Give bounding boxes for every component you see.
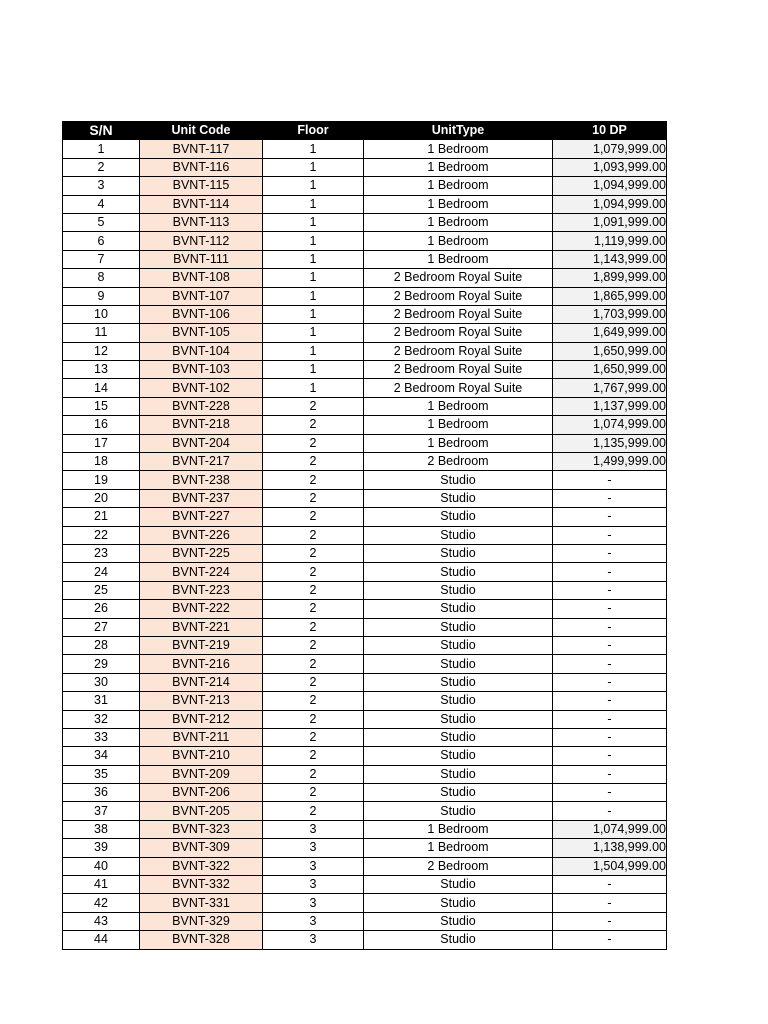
cell-sn: 9 (63, 287, 140, 305)
cell-unit-type: Studio (364, 692, 553, 710)
cell-unit-type: 2 Bedroom Royal Suite (364, 305, 553, 323)
cell-sn: 20 (63, 489, 140, 507)
cell-floor: 2 (263, 618, 364, 636)
cell-floor: 1 (263, 158, 364, 176)
cell-unit-code: BVNT-218 (140, 416, 263, 434)
table-row (63, 195, 667, 213)
cell-unit-type: Studio (364, 876, 553, 894)
cell-price: - (553, 728, 667, 746)
cell-floor: 2 (263, 416, 364, 434)
cell-floor: 2 (263, 489, 364, 507)
cell-sn: 31 (63, 692, 140, 710)
cell-sn: 39 (63, 839, 140, 857)
unit-price-table (62, 121, 667, 950)
cell-price: - (553, 544, 667, 562)
cell-sn: 28 (63, 636, 140, 654)
cell-unit-code: BVNT-238 (140, 471, 263, 489)
cell-price: 1,703,999.00 (553, 305, 667, 323)
cell-unit-type: 2 Bedroom (364, 453, 553, 471)
cell-unit-code: BVNT-228 (140, 397, 263, 415)
table-row (63, 747, 667, 765)
cell-sn: 22 (63, 526, 140, 544)
cell-unit-code: BVNT-209 (140, 765, 263, 783)
cell-unit-type: Studio (364, 673, 553, 691)
cell-price: - (553, 581, 667, 599)
cell-floor: 3 (263, 931, 364, 949)
table-row (63, 692, 667, 710)
cell-unit-code: BVNT-211 (140, 728, 263, 746)
cell-unit-code: BVNT-204 (140, 434, 263, 452)
table-row (63, 361, 667, 379)
cell-floor: 1 (263, 324, 364, 342)
table-row (63, 489, 667, 507)
cell-floor: 2 (263, 471, 364, 489)
cell-floor: 1 (263, 305, 364, 323)
table-row (63, 636, 667, 654)
cell-unit-code: BVNT-117 (140, 140, 263, 158)
cell-sn: 7 (63, 250, 140, 268)
cell-sn: 32 (63, 710, 140, 728)
cell-sn: 43 (63, 912, 140, 930)
cell-unit-code: BVNT-323 (140, 820, 263, 838)
cell-sn: 5 (63, 213, 140, 231)
table-row (63, 232, 667, 250)
cell-unit-type: Studio (364, 894, 553, 912)
table-row (63, 876, 667, 894)
cell-sn: 14 (63, 379, 140, 397)
cell-unit-type: 2 Bedroom (364, 857, 553, 875)
table-row (63, 434, 667, 452)
cell-sn: 1 (63, 140, 140, 158)
cell-unit-type: 2 Bedroom Royal Suite (364, 361, 553, 379)
cell-unit-code: BVNT-219 (140, 636, 263, 654)
cell-unit-code: BVNT-237 (140, 489, 263, 507)
table-row (63, 526, 667, 544)
cell-sn: 33 (63, 728, 140, 746)
cell-unit-type: 2 Bedroom Royal Suite (364, 269, 553, 287)
cell-price: 1,143,999.00 (553, 250, 667, 268)
cell-price: 1,899,999.00 (553, 269, 667, 287)
cell-sn: 13 (63, 361, 140, 379)
cell-floor: 1 (263, 140, 364, 158)
cell-unit-type: 1 Bedroom (364, 434, 553, 452)
cell-unit-type: Studio (364, 544, 553, 562)
cell-price: 1,119,999.00 (553, 232, 667, 250)
table-row (63, 857, 667, 875)
table-row (63, 158, 667, 176)
cell-unit-type: Studio (364, 471, 553, 489)
cell-floor: 1 (263, 213, 364, 231)
cell-sn: 29 (63, 655, 140, 673)
cell-unit-code: BVNT-223 (140, 581, 263, 599)
cell-unit-type: Studio (364, 747, 553, 765)
cell-sn: 19 (63, 471, 140, 489)
table-body (63, 140, 667, 949)
cell-floor: 2 (263, 563, 364, 581)
cell-unit-type: Studio (364, 636, 553, 654)
cell-floor: 1 (263, 177, 364, 195)
cell-sn: 11 (63, 324, 140, 342)
cell-unit-code: BVNT-107 (140, 287, 263, 305)
table-row (63, 287, 667, 305)
cell-floor: 1 (263, 342, 364, 360)
cell-floor: 2 (263, 655, 364, 673)
cell-floor: 1 (263, 287, 364, 305)
table-row (63, 894, 667, 912)
cell-unit-type: Studio (364, 618, 553, 636)
cell-price: 1,504,999.00 (553, 857, 667, 875)
cell-floor: 1 (263, 379, 364, 397)
cell-floor: 2 (263, 784, 364, 802)
cell-unit-code: BVNT-225 (140, 544, 263, 562)
cell-price: - (553, 526, 667, 544)
table-row (63, 471, 667, 489)
cell-sn: 40 (63, 857, 140, 875)
cell-unit-code: BVNT-102 (140, 379, 263, 397)
cell-unit-code: BVNT-111 (140, 250, 263, 268)
cell-unit-type: 1 Bedroom (364, 195, 553, 213)
cell-floor: 1 (263, 195, 364, 213)
cell-price: 1,499,999.00 (553, 453, 667, 471)
cell-price: - (553, 692, 667, 710)
cell-price: 1,093,999.00 (553, 158, 667, 176)
cell-unit-type: 1 Bedroom (364, 250, 553, 268)
cell-price: 1,135,999.00 (553, 434, 667, 452)
cell-unit-type: Studio (364, 563, 553, 581)
cell-floor: 1 (263, 269, 364, 287)
header-sn: S/N (63, 122, 140, 140)
cell-unit-code: BVNT-205 (140, 802, 263, 820)
header-unit-code: Unit Code (140, 122, 263, 140)
table-row (63, 618, 667, 636)
header-unit-type: UnitType (364, 122, 553, 140)
cell-unit-code: BVNT-108 (140, 269, 263, 287)
cell-unit-code: BVNT-103 (140, 361, 263, 379)
cell-price: - (553, 618, 667, 636)
table-row (63, 544, 667, 562)
cell-price: 1,767,999.00 (553, 379, 667, 397)
cell-price: - (553, 655, 667, 673)
cell-floor: 3 (263, 894, 364, 912)
cell-unit-code: BVNT-213 (140, 692, 263, 710)
cell-floor: 2 (263, 526, 364, 544)
cell-price: 1,138,999.00 (553, 839, 667, 857)
cell-unit-type: Studio (364, 710, 553, 728)
cell-sn: 6 (63, 232, 140, 250)
header-row (63, 122, 667, 140)
table-row (63, 820, 667, 838)
cell-price: - (553, 931, 667, 949)
table-row (63, 379, 667, 397)
cell-sn: 30 (63, 673, 140, 691)
table-row (63, 931, 667, 949)
cell-sn: 3 (63, 177, 140, 195)
cell-floor: 2 (263, 692, 364, 710)
table-row (63, 728, 667, 746)
cell-floor: 2 (263, 802, 364, 820)
table-row (63, 213, 667, 231)
table-row (63, 140, 667, 158)
cell-unit-code: BVNT-104 (140, 342, 263, 360)
cell-sn: 44 (63, 931, 140, 949)
cell-floor: 2 (263, 673, 364, 691)
cell-unit-code: BVNT-214 (140, 673, 263, 691)
table-row (63, 802, 667, 820)
cell-unit-code: BVNT-106 (140, 305, 263, 323)
table-row (63, 784, 667, 802)
cell-sn: 36 (63, 784, 140, 802)
table-row (63, 655, 667, 673)
cell-unit-type: Studio (364, 581, 553, 599)
cell-unit-type: Studio (364, 655, 553, 673)
table-row (63, 250, 667, 268)
cell-price: - (553, 802, 667, 820)
cell-floor: 1 (263, 361, 364, 379)
cell-price: - (553, 489, 667, 507)
cell-sn: 4 (63, 195, 140, 213)
cell-sn: 27 (63, 618, 140, 636)
cell-unit-type: 2 Bedroom Royal Suite (364, 379, 553, 397)
header-price: 10 DP (553, 122, 667, 140)
cell-unit-code: BVNT-222 (140, 600, 263, 618)
cell-floor: 3 (263, 876, 364, 894)
cell-price: 1,079,999.00 (553, 140, 667, 158)
cell-unit-code: BVNT-227 (140, 508, 263, 526)
cell-floor: 2 (263, 747, 364, 765)
cell-unit-type: Studio (364, 728, 553, 746)
cell-sn: 41 (63, 876, 140, 894)
cell-unit-type: 1 Bedroom (364, 140, 553, 158)
cell-unit-type: Studio (364, 765, 553, 783)
cell-floor: 1 (263, 250, 364, 268)
cell-price: - (553, 784, 667, 802)
cell-unit-code: BVNT-115 (140, 177, 263, 195)
table-row (63, 839, 667, 857)
cell-unit-code: BVNT-116 (140, 158, 263, 176)
cell-sn: 10 (63, 305, 140, 323)
cell-price: 1,094,999.00 (553, 177, 667, 195)
table-row (63, 765, 667, 783)
cell-unit-code: BVNT-112 (140, 232, 263, 250)
cell-unit-type: 1 Bedroom (364, 397, 553, 415)
cell-floor: 3 (263, 912, 364, 930)
cell-unit-type: Studio (364, 600, 553, 618)
cell-sn: 42 (63, 894, 140, 912)
cell-sn: 24 (63, 563, 140, 581)
cell-price: 1,137,999.00 (553, 397, 667, 415)
cell-price: 1,094,999.00 (553, 195, 667, 213)
cell-floor: 2 (263, 434, 364, 452)
cell-sn: 26 (63, 600, 140, 618)
cell-floor: 2 (263, 544, 364, 562)
cell-unit-type: 2 Bedroom Royal Suite (364, 324, 553, 342)
cell-unit-code: BVNT-332 (140, 876, 263, 894)
table-row (63, 324, 667, 342)
table-row (63, 581, 667, 599)
table-row (63, 342, 667, 360)
cell-sn: 38 (63, 820, 140, 838)
cell-floor: 1 (263, 232, 364, 250)
table-row (63, 912, 667, 930)
cell-price: - (553, 710, 667, 728)
cell-floor: 3 (263, 857, 364, 875)
cell-price: - (553, 471, 667, 489)
cell-sn: 25 (63, 581, 140, 599)
cell-unit-code: BVNT-105 (140, 324, 263, 342)
cell-unit-type: 1 Bedroom (364, 158, 553, 176)
cell-unit-type: 1 Bedroom (364, 416, 553, 434)
cell-unit-code: BVNT-212 (140, 710, 263, 728)
cell-price: - (553, 894, 667, 912)
cell-unit-type: 1 Bedroom (364, 177, 553, 195)
cell-sn: 37 (63, 802, 140, 820)
cell-unit-code: BVNT-221 (140, 618, 263, 636)
cell-floor: 2 (263, 636, 364, 654)
cell-price: - (553, 673, 667, 691)
cell-unit-code: BVNT-329 (140, 912, 263, 930)
cell-price: - (553, 747, 667, 765)
cell-unit-type: Studio (364, 931, 553, 949)
cell-unit-code: BVNT-328 (140, 931, 263, 949)
cell-unit-code: BVNT-113 (140, 213, 263, 231)
cell-unit-code: BVNT-309 (140, 839, 263, 857)
cell-unit-type: Studio (364, 508, 553, 526)
cell-unit-code: BVNT-226 (140, 526, 263, 544)
cell-price: - (553, 600, 667, 618)
table-row (63, 453, 667, 471)
cell-sn: 17 (63, 434, 140, 452)
table-row (63, 397, 667, 415)
cell-sn: 18 (63, 453, 140, 471)
cell-unit-type: 1 Bedroom (364, 839, 553, 857)
cell-price: 1,650,999.00 (553, 361, 667, 379)
cell-price: 1,865,999.00 (553, 287, 667, 305)
cell-unit-type: 2 Bedroom Royal Suite (364, 287, 553, 305)
cell-unit-type: 1 Bedroom (364, 213, 553, 231)
table-row (63, 563, 667, 581)
cell-floor: 2 (263, 453, 364, 471)
table-row (63, 305, 667, 323)
cell-unit-type: 1 Bedroom (364, 820, 553, 838)
cell-floor: 3 (263, 839, 364, 857)
table-row (63, 508, 667, 526)
cell-floor: 2 (263, 508, 364, 526)
cell-price: - (553, 765, 667, 783)
cell-price: - (553, 876, 667, 894)
table-row (63, 600, 667, 618)
cell-floor: 2 (263, 600, 364, 618)
cell-unit-type: 2 Bedroom Royal Suite (364, 342, 553, 360)
cell-unit-type: Studio (364, 802, 553, 820)
cell-sn: 35 (63, 765, 140, 783)
table-row (63, 416, 667, 434)
cell-sn: 12 (63, 342, 140, 360)
cell-sn: 23 (63, 544, 140, 562)
cell-unit-code: BVNT-331 (140, 894, 263, 912)
cell-unit-code: BVNT-210 (140, 747, 263, 765)
cell-price: 1,650,999.00 (553, 342, 667, 360)
cell-unit-code: BVNT-217 (140, 453, 263, 471)
cell-sn: 8 (63, 269, 140, 287)
cell-floor: 2 (263, 397, 364, 415)
cell-sn: 34 (63, 747, 140, 765)
table-row (63, 673, 667, 691)
cell-floor: 2 (263, 728, 364, 746)
cell-price: 1,091,999.00 (553, 213, 667, 231)
cell-price: - (553, 563, 667, 581)
cell-floor: 2 (263, 765, 364, 783)
cell-unit-type: Studio (364, 784, 553, 802)
cell-price: 1,074,999.00 (553, 416, 667, 434)
cell-sn: 21 (63, 508, 140, 526)
cell-price: 1,649,999.00 (553, 324, 667, 342)
cell-price: - (553, 912, 667, 930)
table-row (63, 177, 667, 195)
cell-unit-type: Studio (364, 912, 553, 930)
cell-price: 1,074,999.00 (553, 820, 667, 838)
cell-unit-code: BVNT-114 (140, 195, 263, 213)
table-row (63, 710, 667, 728)
cell-unit-type: Studio (364, 489, 553, 507)
cell-unit-type: Studio (364, 526, 553, 544)
cell-sn: 2 (63, 158, 140, 176)
cell-sn: 16 (63, 416, 140, 434)
cell-unit-code: BVNT-322 (140, 857, 263, 875)
table-row (63, 269, 667, 287)
cell-price: - (553, 636, 667, 654)
cell-floor: 3 (263, 820, 364, 838)
cell-unit-code: BVNT-216 (140, 655, 263, 673)
cell-floor: 2 (263, 710, 364, 728)
cell-floor: 2 (263, 581, 364, 599)
cell-unit-code: BVNT-224 (140, 563, 263, 581)
cell-sn: 15 (63, 397, 140, 415)
cell-unit-code: BVNT-206 (140, 784, 263, 802)
cell-price: - (553, 508, 667, 526)
cell-unit-type: 1 Bedroom (364, 232, 553, 250)
header-floor: Floor (263, 122, 364, 140)
